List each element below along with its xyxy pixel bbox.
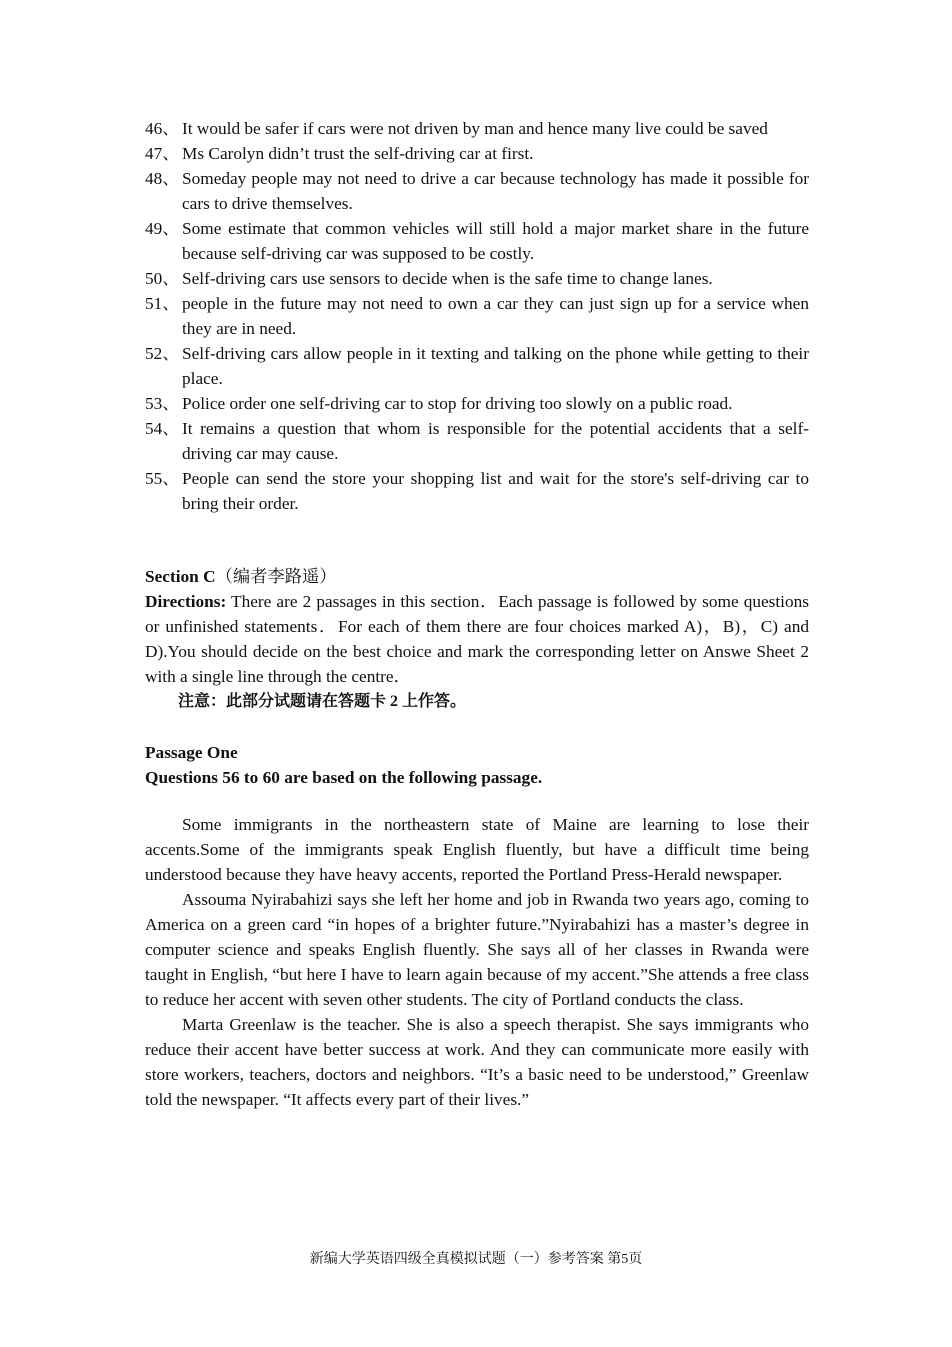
section-c-editor: （编者李路遥） bbox=[215, 567, 337, 586]
directions-text: There are 2 passages in this section．Each passage is followed by some questions or unfinished statements．For each of them there are four choices marked A)，B)，C) and D).You should decide on the best choice and mark the corresponding letter on Answe Sheet 2 with a single line through the centre． bbox=[145, 592, 809, 686]
item-text: Police order one self-driving car to stop for driving too slowly on a public road. bbox=[182, 394, 733, 413]
item-number: 55、 bbox=[145, 469, 180, 488]
passage-body bbox=[145, 812, 809, 1112]
passage-paragraph: Some immigrants in the northeastern state of Maine are learning to lose their accents.Some of the immigrants speak English fluently, but have a difficult time being understood because they have heavy accents, reported the Portland Press-Herald newspaper. bbox=[145, 815, 809, 884]
list-item bbox=[145, 416, 809, 466]
item-number: 53、 bbox=[145, 394, 180, 413]
item-text: It remains a question that whom is responsible for the potential accidents that a self-driving car may cause. bbox=[182, 419, 809, 463]
list-item bbox=[145, 166, 809, 216]
list-item bbox=[145, 391, 809, 416]
item-text: People can send the store your shopping list and wait for the store's self-driving car to bring their order. bbox=[182, 469, 809, 513]
item-text: Someday people may not need to drive a car because technology has made it possible for cars to drive themselves. bbox=[182, 169, 809, 213]
list-item bbox=[145, 341, 809, 391]
list-item bbox=[145, 291, 809, 341]
item-number: 49、 bbox=[145, 219, 180, 238]
item-number: 52、 bbox=[145, 344, 180, 363]
answer-page bbox=[145, 116, 809, 1112]
list-item bbox=[145, 141, 809, 166]
directions-label: Directions: bbox=[145, 592, 227, 611]
item-number: 46、 bbox=[145, 119, 180, 138]
passage-title: Passage One bbox=[145, 743, 238, 762]
answer-sheet-note: 注意：此部分试题请在答题卡 2 上作答。 bbox=[178, 693, 467, 710]
item-text: Some estimate that common vehicles will still hold a major market share in the future because self-driving car was supposed to be costly. bbox=[182, 219, 809, 263]
item-text: Self-driving cars use sensors to decide when is the safe time to change lanes. bbox=[182, 269, 713, 288]
list-item bbox=[145, 116, 809, 141]
item-number: 54、 bbox=[145, 419, 180, 438]
passage-paragraph: Marta Greenlaw is the teacher. She is also a speech therapist. She says immigrants who reduce their accent have better success at work. And they can communicate more easily with store workers, teachers, doctors and neighbors. “It’s a basic need to be understood,” Greenlaw told the newspaper. “It affects every part of their lives.” bbox=[145, 1015, 809, 1109]
list-item bbox=[145, 266, 809, 291]
passage-subtitle: Questions 56 to 60 are based on the following passage. bbox=[145, 768, 543, 787]
item-text: It would be safer if cars were not driven by man and hence many live could be saved bbox=[182, 119, 768, 138]
item-text: people in the future may not need to own a car they can just sign up for a service when they are in need. bbox=[182, 294, 809, 338]
item-number: 48、 bbox=[145, 169, 180, 188]
item-text: Ms Carolyn didn’t trust the self-driving car at first. bbox=[182, 144, 534, 163]
item-number: 50、 bbox=[145, 269, 180, 288]
passage-paragraph: Assouma Nyirabahizi says she left her home and job in Rwanda two years ago, coming to America on a green card “in hopes of a brighter future.”Nyirabahizi has a master’s degree in computer science and speaks English fluently. She says all of her classes in Rwanda were taught in English, “but here I have to learn again because of my accent.”She attends a free class to reduce her accent with seven other students. The city of Portland conducts the class. bbox=[145, 890, 809, 1009]
list-item bbox=[145, 466, 809, 516]
statement-list bbox=[145, 116, 809, 516]
section-c-heading bbox=[145, 564, 809, 589]
item-text: Self-driving cars allow people in it texting and talking on the phone while getting to their place. bbox=[182, 344, 809, 388]
section-c-title: Section C bbox=[145, 567, 216, 586]
directions-paragraph bbox=[145, 589, 809, 689]
item-number: 51、 bbox=[145, 294, 180, 313]
page-footer: 新编大学英语四级全真模拟试题（一）参考答案 第5页 bbox=[309, 1252, 643, 1267]
list-item bbox=[145, 216, 809, 266]
item-number: 47、 bbox=[145, 144, 180, 163]
